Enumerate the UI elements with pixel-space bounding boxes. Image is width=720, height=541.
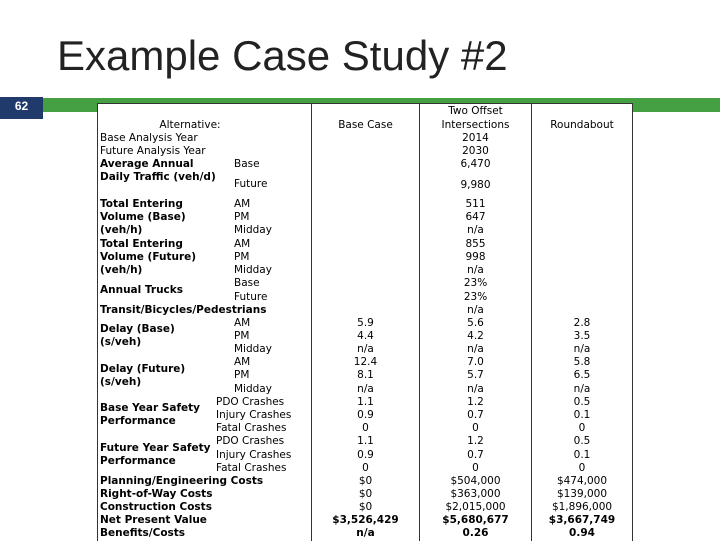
sub-label: Fatal Crashes — [216, 462, 287, 474]
cell-roundabout: $139,000 — [556, 488, 608, 500]
sub-label: PDO Crashes — [216, 396, 285, 408]
cell-roundabout: $3,667,749 — [548, 514, 616, 526]
label-npv: Net Present Value — [100, 514, 207, 526]
cell-two-offset: $5,680,677 — [442, 514, 509, 526]
label-future-safety: Future Year Safety Performance — [100, 442, 211, 467]
cell-roundabout: 0.1 — [573, 409, 591, 421]
sub-label: AM — [234, 356, 251, 368]
sub-label: PM — [234, 251, 250, 263]
cell-two-offset: 23% — [463, 277, 488, 289]
cell-roundabout: 0.5 — [573, 396, 591, 408]
sub-label: AM — [234, 317, 251, 329]
label-total-entering-base: Total Entering Volume (Base) (veh/h) — [100, 198, 186, 236]
cell-roundabout: n/a — [573, 383, 591, 395]
cell-roundabout: 5.8 — [573, 356, 591, 368]
cell-roundabout: 0.94 — [569, 527, 595, 539]
label-delay-base: Delay (Base) (s/veh) — [100, 323, 175, 348]
cell-base-case: $0 — [358, 475, 373, 487]
cell-two-offset: 647 — [465, 211, 486, 223]
sub-label: AM — [234, 198, 251, 210]
cell-two-offset: 2030 — [462, 145, 489, 157]
cell-base-case: n/a — [357, 383, 374, 395]
label-construction-costs: Construction Costs — [100, 501, 212, 513]
cell-two-offset: 1.2 — [467, 396, 484, 408]
cell-base-case: 8.1 — [357, 369, 374, 381]
case-study-table — [97, 103, 633, 541]
sub-label: PM — [234, 369, 250, 381]
cell-base-case: 0.9 — [357, 409, 374, 421]
label-total-entering-future: Total Entering Volume (Future) (veh/h) — [100, 238, 197, 276]
cell-two-offset: 5.6 — [467, 317, 484, 329]
label-base-safety: Base Year Safety Performance — [100, 402, 200, 427]
cell-two-offset: $504,000 — [450, 475, 501, 487]
cell-two-offset: 855 — [465, 238, 486, 250]
cell-base-case: 12.4 — [353, 356, 378, 368]
cell-two-offset: 6,470 — [460, 158, 491, 170]
cell-two-offset: 998 — [465, 251, 486, 263]
header-two-offset-line1: Two Offset — [448, 105, 503, 117]
sub-label: Midday — [234, 343, 272, 355]
sub-label: Midday — [234, 383, 272, 395]
cell-two-offset: n/a — [467, 264, 484, 276]
cell-base-case: 0 — [362, 462, 369, 474]
slide-number: 62 — [0, 97, 43, 119]
cell-base-case: $3,526,429 — [332, 514, 399, 526]
label-aadt: Average Annual Daily Traffic (veh/d) — [100, 158, 216, 183]
cell-two-offset: n/a — [467, 383, 484, 395]
sub-label: Injury Crashes — [216, 449, 292, 461]
label-benefit-cost: Benefits/Costs — [100, 527, 186, 539]
cell-two-offset: $2,015,000 — [445, 501, 506, 513]
cell-base-case: $0 — [358, 488, 373, 500]
header-base-case: Base Case — [338, 119, 393, 131]
cell-roundabout: $1,896,000 — [551, 501, 613, 513]
sub-label: PM — [234, 211, 250, 223]
cell-two-offset: $363,000 — [450, 488, 501, 500]
sub-label: Base — [234, 277, 260, 289]
cell-roundabout: 0.1 — [573, 449, 591, 461]
header-two-offset-line2: Intersections — [441, 119, 510, 131]
sub-label: Future — [234, 178, 268, 190]
label-row-costs: Right-of-Way Costs — [100, 488, 213, 500]
cell-base-case: $0 — [358, 501, 373, 513]
cell-two-offset: 7.0 — [467, 356, 484, 368]
sub-label: Base — [234, 158, 260, 170]
cell-roundabout: 0 — [578, 462, 586, 474]
cell-two-offset: 511 — [465, 198, 486, 210]
label-base-analysis-year: Base Analysis Year — [100, 132, 198, 144]
cell-two-offset: 4.2 — [467, 330, 484, 342]
slide-title: Example Case Study #2 — [57, 32, 508, 79]
label-annual-trucks: Annual Trucks — [100, 284, 184, 296]
cell-roundabout: $474,000 — [556, 475, 608, 487]
sub-label: PDO Crashes — [216, 435, 285, 447]
cell-base-case: 1.1 — [357, 435, 374, 447]
cell-two-offset: 23% — [463, 291, 488, 303]
label-future-analysis-year: Future Analysis Year — [100, 145, 206, 157]
sub-label: PM — [234, 330, 250, 342]
cell-two-offset: n/a — [467, 343, 484, 355]
cell-base-case: n/a — [357, 343, 374, 355]
header-roundabout: Roundabout — [550, 119, 614, 131]
cell-base-case: 0 — [362, 422, 369, 434]
cell-roundabout: 0.5 — [573, 435, 591, 447]
sub-label: AM — [234, 238, 251, 250]
cell-roundabout: 6.5 — [573, 369, 591, 381]
cell-two-offset: 2014 — [462, 132, 489, 144]
cell-two-offset: 0.26 — [462, 527, 489, 539]
sub-label: Midday — [234, 264, 272, 276]
cell-two-offset: n/a — [467, 224, 484, 236]
cell-base-case: 0.9 — [357, 449, 374, 461]
cell-two-offset: 1.2 — [467, 435, 484, 447]
cell-roundabout: 0 — [578, 422, 586, 434]
cell-base-case: 4.4 — [357, 330, 374, 342]
header-alternative: Alternative: — [159, 119, 221, 131]
label-delay-future: Delay (Future) (s/veh) — [100, 363, 186, 388]
cell-two-offset: 0 — [472, 462, 479, 474]
cell-two-offset: 9,980 — [460, 179, 491, 191]
cell-two-offset: 0.7 — [467, 449, 484, 461]
sub-label: Fatal Crashes — [216, 422, 287, 434]
sub-label: Injury Crashes — [216, 409, 292, 421]
sub-label: Future — [234, 291, 268, 303]
cell-two-offset: 5.7 — [467, 369, 484, 381]
cell-roundabout: 3.5 — [573, 330, 591, 342]
cell-two-offset: 0 — [472, 422, 479, 434]
cell-two-offset: n/a — [467, 304, 484, 316]
cell-base-case: n/a — [356, 527, 375, 539]
sub-label: Midday — [234, 224, 272, 236]
cell-base-case: 1.1 — [357, 396, 374, 408]
label-transit: Transit/Bicycles/Pedestrians — [100, 304, 267, 316]
cell-roundabout: n/a — [573, 343, 591, 355]
cell-roundabout: 2.8 — [573, 317, 591, 329]
cell-base-case: 5.9 — [357, 317, 374, 329]
label-planning-costs: Planning/Engineering Costs — [100, 475, 264, 487]
cell-two-offset: 0.7 — [467, 409, 484, 421]
